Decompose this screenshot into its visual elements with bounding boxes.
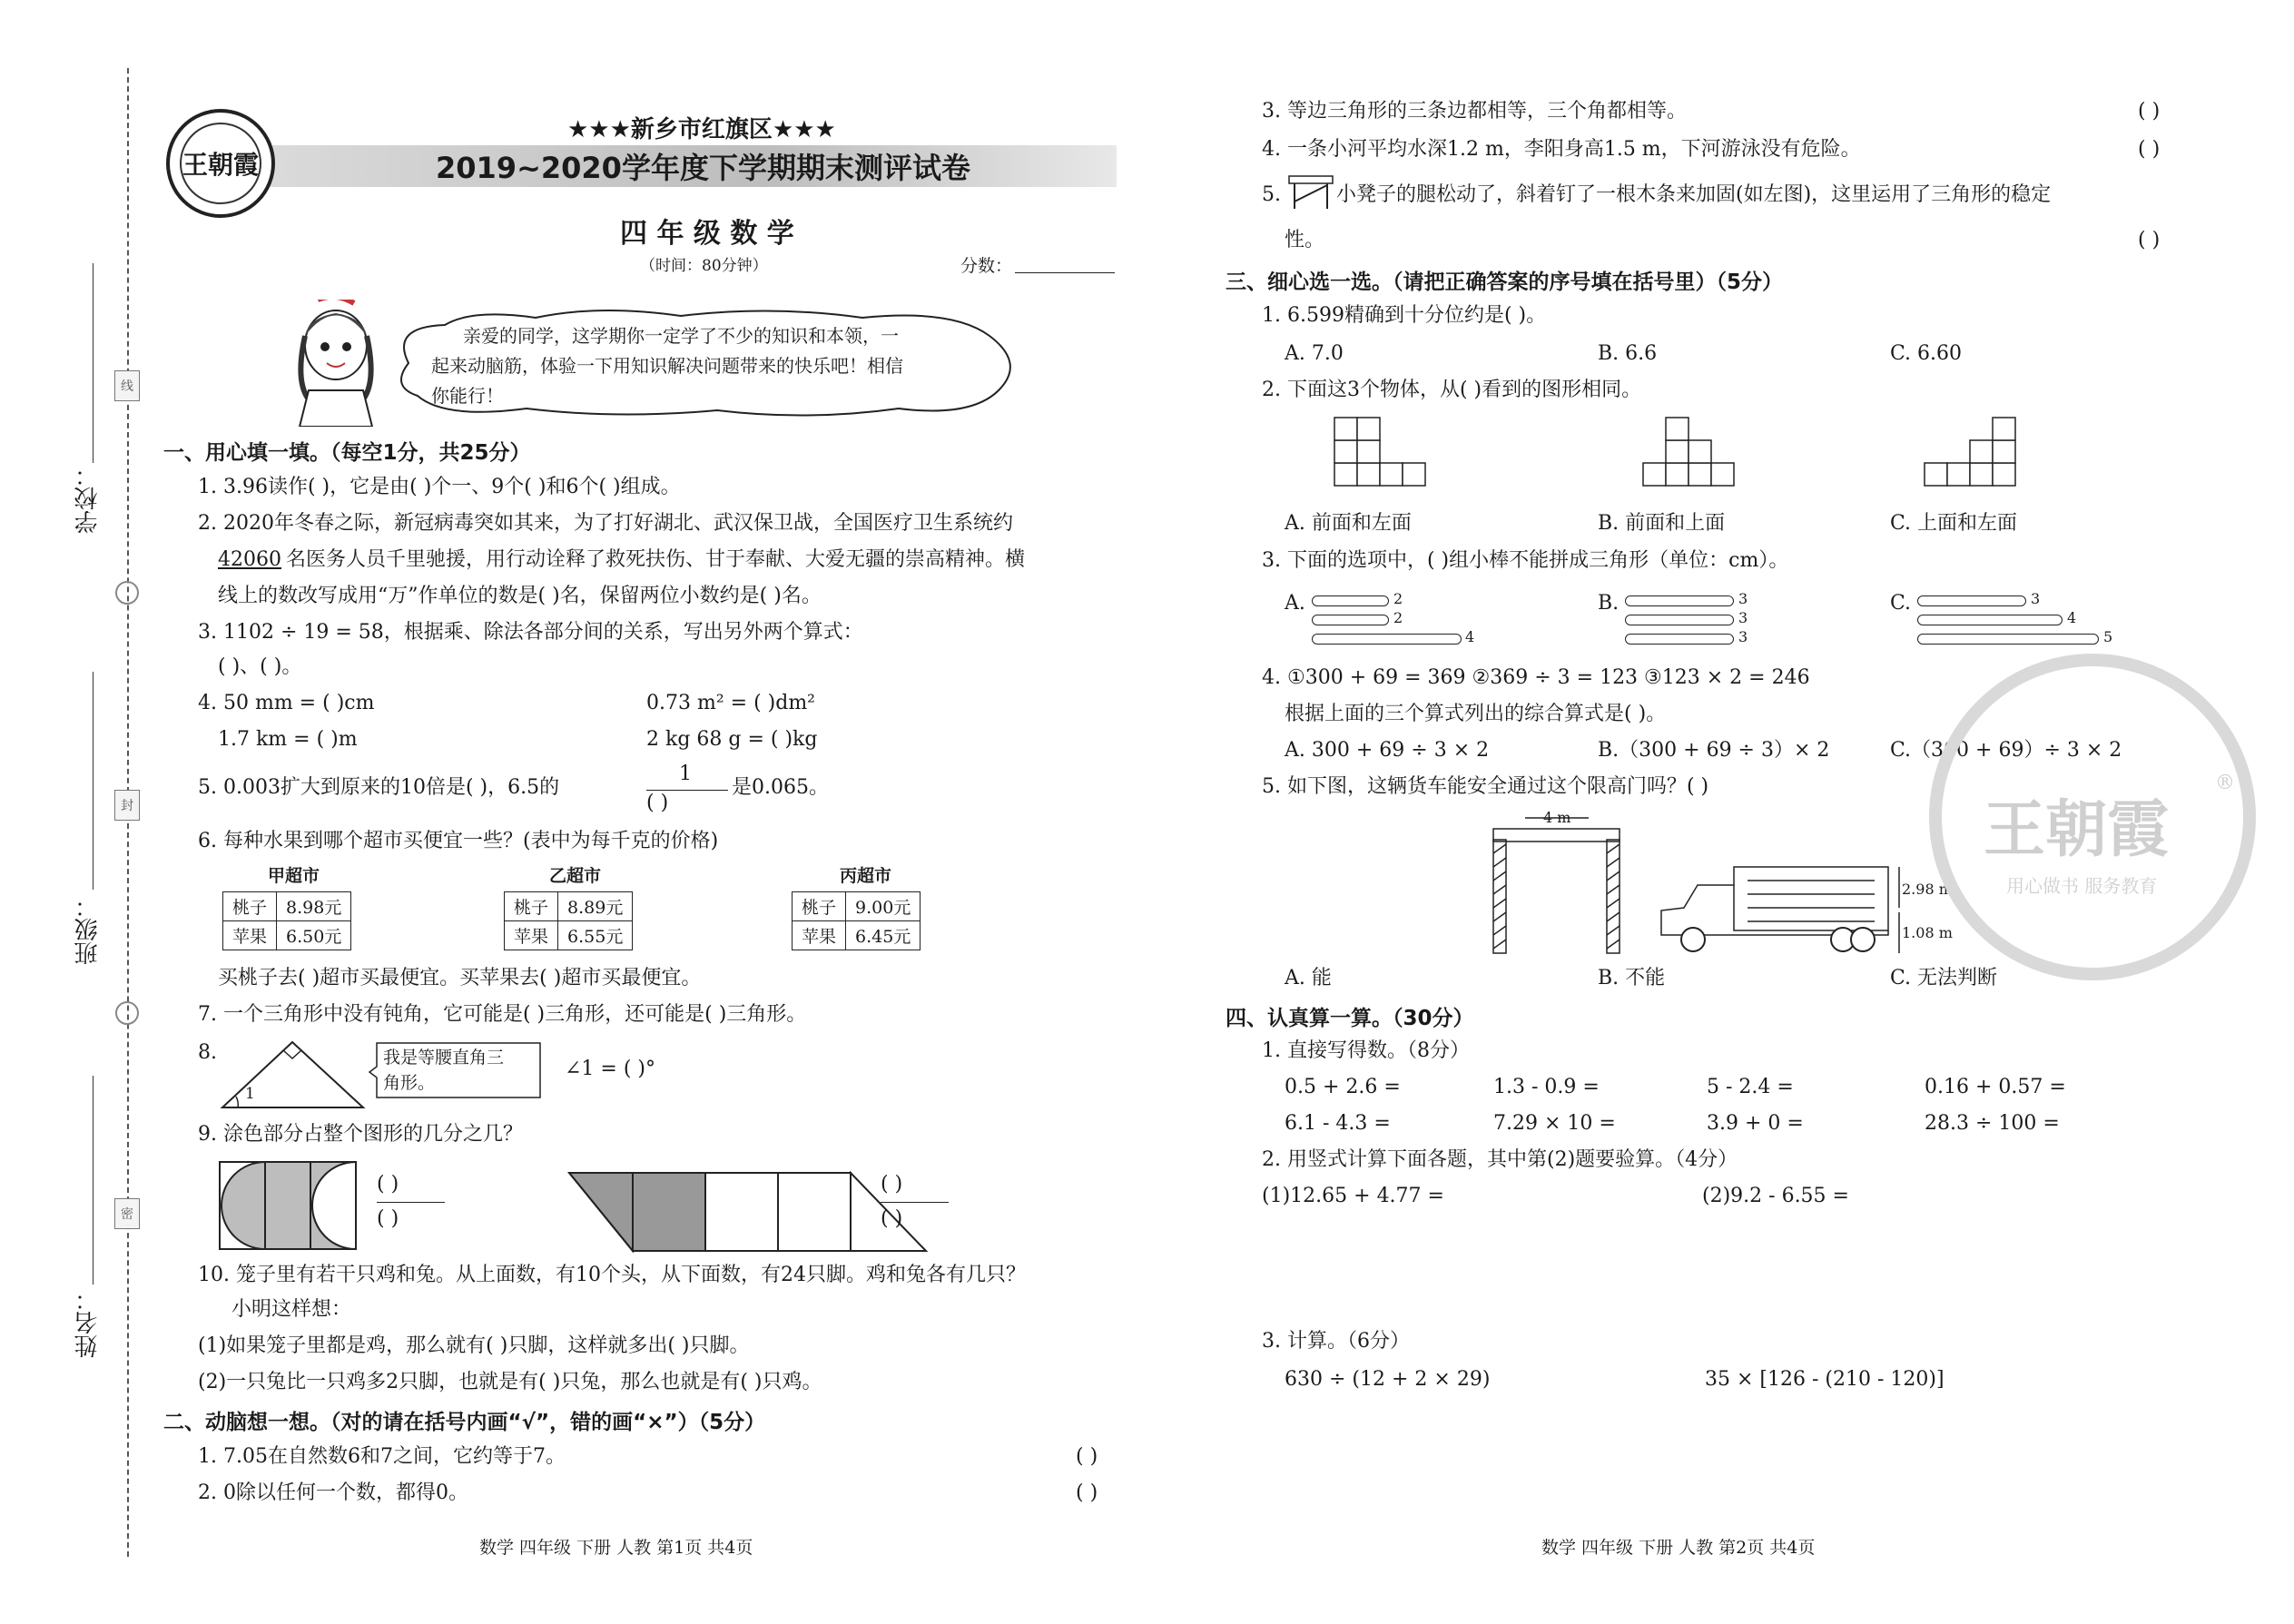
s1-q3-line1: 3. 1102 ÷ 19 = 58，根据乘、除法各部分间的关系，写出另外两个算式： [198,621,863,644]
watermark-name: 王朝霞 [1984,793,2170,866]
s1-q2-line2: 名医务人员千里驰援，用行动诠释了救死扶伤、甘于奉献、大爱无疆的崇高精神。横 [286,548,1026,571]
stick-length: 3 [1738,628,1748,645]
market-a-fruit: 桃子 [223,892,277,921]
s3-q2-opt-c[interactable]: C. 上面和左面 [1890,512,2018,535]
stick-length: 3 [1738,590,1748,607]
s1-q5-numerator: 1 [679,763,692,785]
stick-length: 3 [2031,590,2041,607]
market-a-table [222,891,351,950]
class-label: 班级： [74,894,102,965]
market-a-price: 6.50元 [277,921,351,950]
s2-item-3: 3. 等边三角形的三条边都相等，三个角都相等。 [1262,100,1687,123]
s1-q10-line3: (1)如果笼子里都是鸡，那么就有( )只脚，这样就多出( )只脚。 [198,1334,750,1357]
s3-q4-b: 根据上面的三个算式列出的综合算式是( )。 [1285,703,1667,725]
market-c-price: 9.00元 [846,892,921,921]
s3-q5-opt-b[interactable]: B. 不能 [1598,967,1666,989]
stick [1917,615,2063,625]
exam-title: 2019~2020学年度下学期期末测评试卷 [436,151,970,185]
q8-bubble-line-1: 我是等腰直角三 [383,1048,505,1068]
s1-q2-line1: 2. 2020年冬春之际，新冠病毒突如其来，为了打好湖北、武汉保卫战，全国医疗卫生系统约 [198,512,1013,535]
cube-figure-b [1639,413,1738,499]
s1-q8-answer: ∠1 = ( )° [565,1058,656,1080]
stick-length: 2 [1393,590,1403,607]
section-4-heading: 四、认真算一算。（30分） [1226,1007,1474,1030]
stick-length: 4 [1465,628,1475,645]
q9-figure-semicircles [218,1160,359,1251]
s3-q5: 5. 如下图，这辆货车能安全通过这个限高门吗？( ) [1262,775,1709,798]
binding-mark-line: 线 [114,370,140,401]
s4-q3-b: 35 × [126 - (210 - 120)] [1705,1368,1944,1391]
s4-q1: 1. 直接写得数。（8分） [1262,1039,1470,1062]
cube-figure-a [1330,413,1430,499]
s1-q5-a: 5. 0.003扩大到原来的10倍是( )，6.5的 [198,776,560,799]
s2-item-5: 5. [1262,183,1281,206]
market-c-fruit: 苹果 [793,921,846,950]
truck-height-label: 2.98 m [1902,881,1953,898]
height-limit-gate-and-truck [1489,812,1915,967]
market-a-price: 8.98元 [277,892,351,921]
exam-time: （时间：80分钟） [640,257,768,275]
s3-q2: 2. 下面这3个物体，从( )看到的图形相同。 [1262,379,1642,401]
s2-item-1: 1. 7.05在自然数6和7之间，它约等于7。 [198,1445,566,1468]
calc-item: 1.3 - 0.9 = [1493,1076,1600,1098]
stool-figure [1287,174,1334,211]
watermark-registered: ® [2215,772,2235,794]
cube-figure-c [1920,413,2020,499]
market-c-price: 6.45元 [846,921,921,950]
intro-line-3: 你能行！ [431,385,504,407]
s3-q4-opt-c[interactable]: C.（300 + 69）÷ 3 × 2 [1890,739,2122,762]
s4-q3-a: 630 ÷ (12 + 2 × 29) [1285,1368,1491,1391]
calc-item: 0.16 + 0.57 = [1925,1076,2066,1098]
s1-q4-a: 4. 50 mm = ( )cm [198,692,375,714]
s1-q10-line4: (2)一只兔比一只鸡多2只脚，也就是有( )只兔，那么也就是有( )只鸡。 [198,1371,822,1393]
calc-item: 5 - 2.4 = [1707,1076,1794,1098]
q9-frac-a-bar [377,1202,445,1203]
market-b-fruit: 苹果 [505,921,558,950]
exam-region: ★★★新乡市红旗区★★★ [567,116,836,143]
calc-item: 0.5 + 2.6 = [1285,1076,1401,1098]
s3-q3: 3. 下面的选项中，( )组小棒不能拼成三角形（单位：cm）。 [1262,549,1789,572]
isosceles-right-triangle [218,1035,368,1112]
q9-figure-parallelogram [567,1171,930,1253]
s1-q9: 9. 涂色部分占整个图形的几分之几？ [198,1123,523,1146]
subject-title: 四 年 级 数 学 [620,218,794,250]
stick-length: 5 [2103,628,2113,645]
market-b-price: 6.55元 [558,921,633,950]
intro-line-1: 亲爱的同学，这学期你一定学了不少的知识和本领，一 [463,325,899,347]
s1-q10-line1: 10. 笼子里有若干只鸡和兔。从上面数，有10个头，从下面数，有24只脚。鸡和兔各有几只？ [198,1264,1026,1286]
stick [1625,615,1734,625]
s3-q5-opt-c[interactable]: C. 无法判断 [1890,967,1998,989]
intro-line-2: 起来动脑筋，体验一下用知识解决问题带来的快乐吧！相信 [431,355,903,377]
s1-q2-line3: 线上的数改写成用“万”作单位的数是( )名，保留两位小数约是( )名。 [218,585,822,607]
s3-q1-opt-c[interactable]: C. 6.60 [1890,342,1963,365]
stick-length: 2 [1393,609,1403,626]
footer-left: 数学 四年级 下册 人教 第1页 共4页 [479,1538,753,1558]
s3-q5-opt-a[interactable]: A. 能 [1285,967,1332,989]
s3-q1: 1. 6.599精确到十分位约是( )。 [1262,304,1547,327]
market-a-fruit: 苹果 [223,921,277,950]
score-label: 分数： [960,256,1013,276]
s3-q4: 4. ①300 + 69 = 369 ②369 ÷ 3 = 123 ③123 × 2 = 246 [1262,666,1810,689]
s3-q3-opt-c[interactable]: C. [1890,592,1912,615]
calc-item: 6.1 - 4.3 = [1285,1112,1391,1135]
q9-frac-b-num: ( ) [881,1173,903,1196]
calc-item: 7.29 × 10 = [1493,1112,1616,1135]
s1-q5-b: 是0.065。 [732,776,829,799]
publisher-logo-text: 王朝霞 [180,123,261,204]
truck-clearance-label: 1.08 m [1902,924,1953,941]
s3-q1-opt-a[interactable]: A. 7.0 [1285,342,1344,365]
s2-item-5-text: 小凳子的腿松动了，斜着钉了一根木条来加固(如左图)，这里运用了三角形的稳定 [1336,183,2052,206]
market-a-name: 甲超市 [268,866,320,886]
s1-q2-number: 42060 [218,548,281,571]
s2-item-3-answer[interactable]: ( ) [2138,100,2161,123]
footer-right: 数学 四年级 下册 人教 第2页 共4页 [1541,1538,1816,1558]
s3-q3-opt-a[interactable]: A. [1285,592,1305,615]
s4-q2-a: (1)12.65 + 4.77 = [1262,1185,1444,1207]
class-field[interactable] [93,672,94,890]
s1-q6: 6. 每种水果到哪个超市买便宜一些？(表中为每千克的价格) [198,830,719,852]
stick [1917,595,2026,606]
market-b-fruit: 桃子 [505,892,558,921]
girl-illustration [281,300,390,427]
s4-q3: 3. 计算。（6分） [1262,1330,1410,1353]
stick [1625,634,1734,645]
s1-q5-denominator: ( ) [646,792,669,814]
s3-q2-opt-a[interactable]: A. 前面和左面 [1285,512,1412,535]
calc-item: 3.9 + 0 = [1707,1112,1804,1135]
s3-q3-opt-b[interactable]: B. [1598,592,1620,615]
market-c-fruit: 桃子 [793,892,846,921]
school-label: 学校： [74,463,102,534]
market-b-price: 8.89元 [558,892,633,921]
q9-frac-b-bar [881,1202,949,1203]
watermark-slogan: 用心做书 服务教育 [2006,875,2158,897]
section-1-heading: 一、用心填一填。（每空1分，共25分） [163,441,531,465]
binding-hole [115,1001,139,1025]
q8-bubble-line-2: 角形。 [383,1073,436,1093]
s4-q2-b: (2)9.2 - 6.55 = [1702,1185,1849,1207]
market-b-table [504,891,633,950]
s1-q1: 1. 3.96读作( )，它是由( )个一、9个( )和6个( )组成。 [198,476,681,498]
s2-item-2: 2. 0除以任何一个数，都得0。 [198,1481,468,1504]
stick-length: 3 [1738,609,1748,626]
market-c-name: 丙超市 [840,866,892,886]
s2-item-4: 4. 一条小河平均水深1.2 m，李阳身高1.5 m，下河游泳没有危险。 [1262,138,1861,161]
binding-mark-secret: 密 [114,1198,140,1229]
s1-q6-answer: 买桃子去( )超市买最便宜。买苹果去( )超市买最便宜。 [218,967,702,989]
section-3-heading: 三、细心选一选。（请把正确答案的序号填在括号里）（5分） [1226,271,1784,294]
score-field[interactable] [1015,272,1115,273]
market-c-table [792,891,921,950]
q9-frac-b-den: ( ) [881,1207,903,1230]
s2-item-1-answer[interactable]: ( ) [1076,1445,1098,1468]
q9-frac-a-den: ( ) [377,1207,399,1230]
stick [1917,634,2099,645]
stick [1312,615,1389,625]
s3-q4-opt-b[interactable]: B.（300 + 69 ÷ 3）× 2 [1598,739,1830,762]
s3-q1-opt-b[interactable]: B. 6.6 [1598,342,1658,365]
market-b-name: 乙超市 [549,866,602,886]
stick [1312,595,1389,606]
s1-q8-number: 8. [198,1041,217,1064]
s2-item-2-answer[interactable]: ( ) [1076,1481,1098,1504]
stick [1312,634,1462,645]
name-field[interactable] [93,1076,94,1284]
s2-item-5-answer[interactable]: ( ) [2138,229,2161,251]
s2-item-4-answer[interactable]: ( ) [2138,138,2161,161]
s1-q10-line2: 小明这样想： [231,1298,352,1321]
binding-hole [115,581,139,605]
stick [1625,595,1734,606]
s1-q7: 7. 一个三角形中没有钝角，它可能是( )三角形，还可能是( )三角形。 [198,1003,807,1026]
s1-q4-c: 1.7 km = ( )m [218,728,358,751]
q9-frac-a-num: ( ) [377,1173,399,1196]
calc-item: 28.3 ÷ 100 = [1925,1112,2060,1135]
s3-q4-opt-a[interactable]: A. 300 + 69 ÷ 3 × 2 [1285,739,1490,762]
angle-1-label: 1 [245,1085,255,1103]
s2-item-5-cont: 性。 [1285,229,1325,251]
school-field[interactable] [93,263,94,463]
s1-q4-b: 0.73 m² = ( )dm² [646,692,816,714]
s1-q4-d: 2 kg 68 g = ( )kg [646,728,818,751]
s1-q3-line2: ( )、( )。 [218,655,302,678]
s3-q2-opt-b[interactable]: B. 前面和上面 [1598,512,1726,535]
name-label: 姓名： [74,1287,102,1358]
stick-length: 4 [2067,609,2077,626]
section-2-heading: 二、动脑想一想。（对的请在括号内画“√”，错的画“×”）（5分） [163,1411,766,1434]
binding-mark-seal: 封 [114,790,140,821]
s4-q2: 2. 用竖式计算下面各题，其中第(2)题要验算。（4分） [1262,1148,1738,1171]
gate-width-label: 4 m [1543,809,1571,826]
